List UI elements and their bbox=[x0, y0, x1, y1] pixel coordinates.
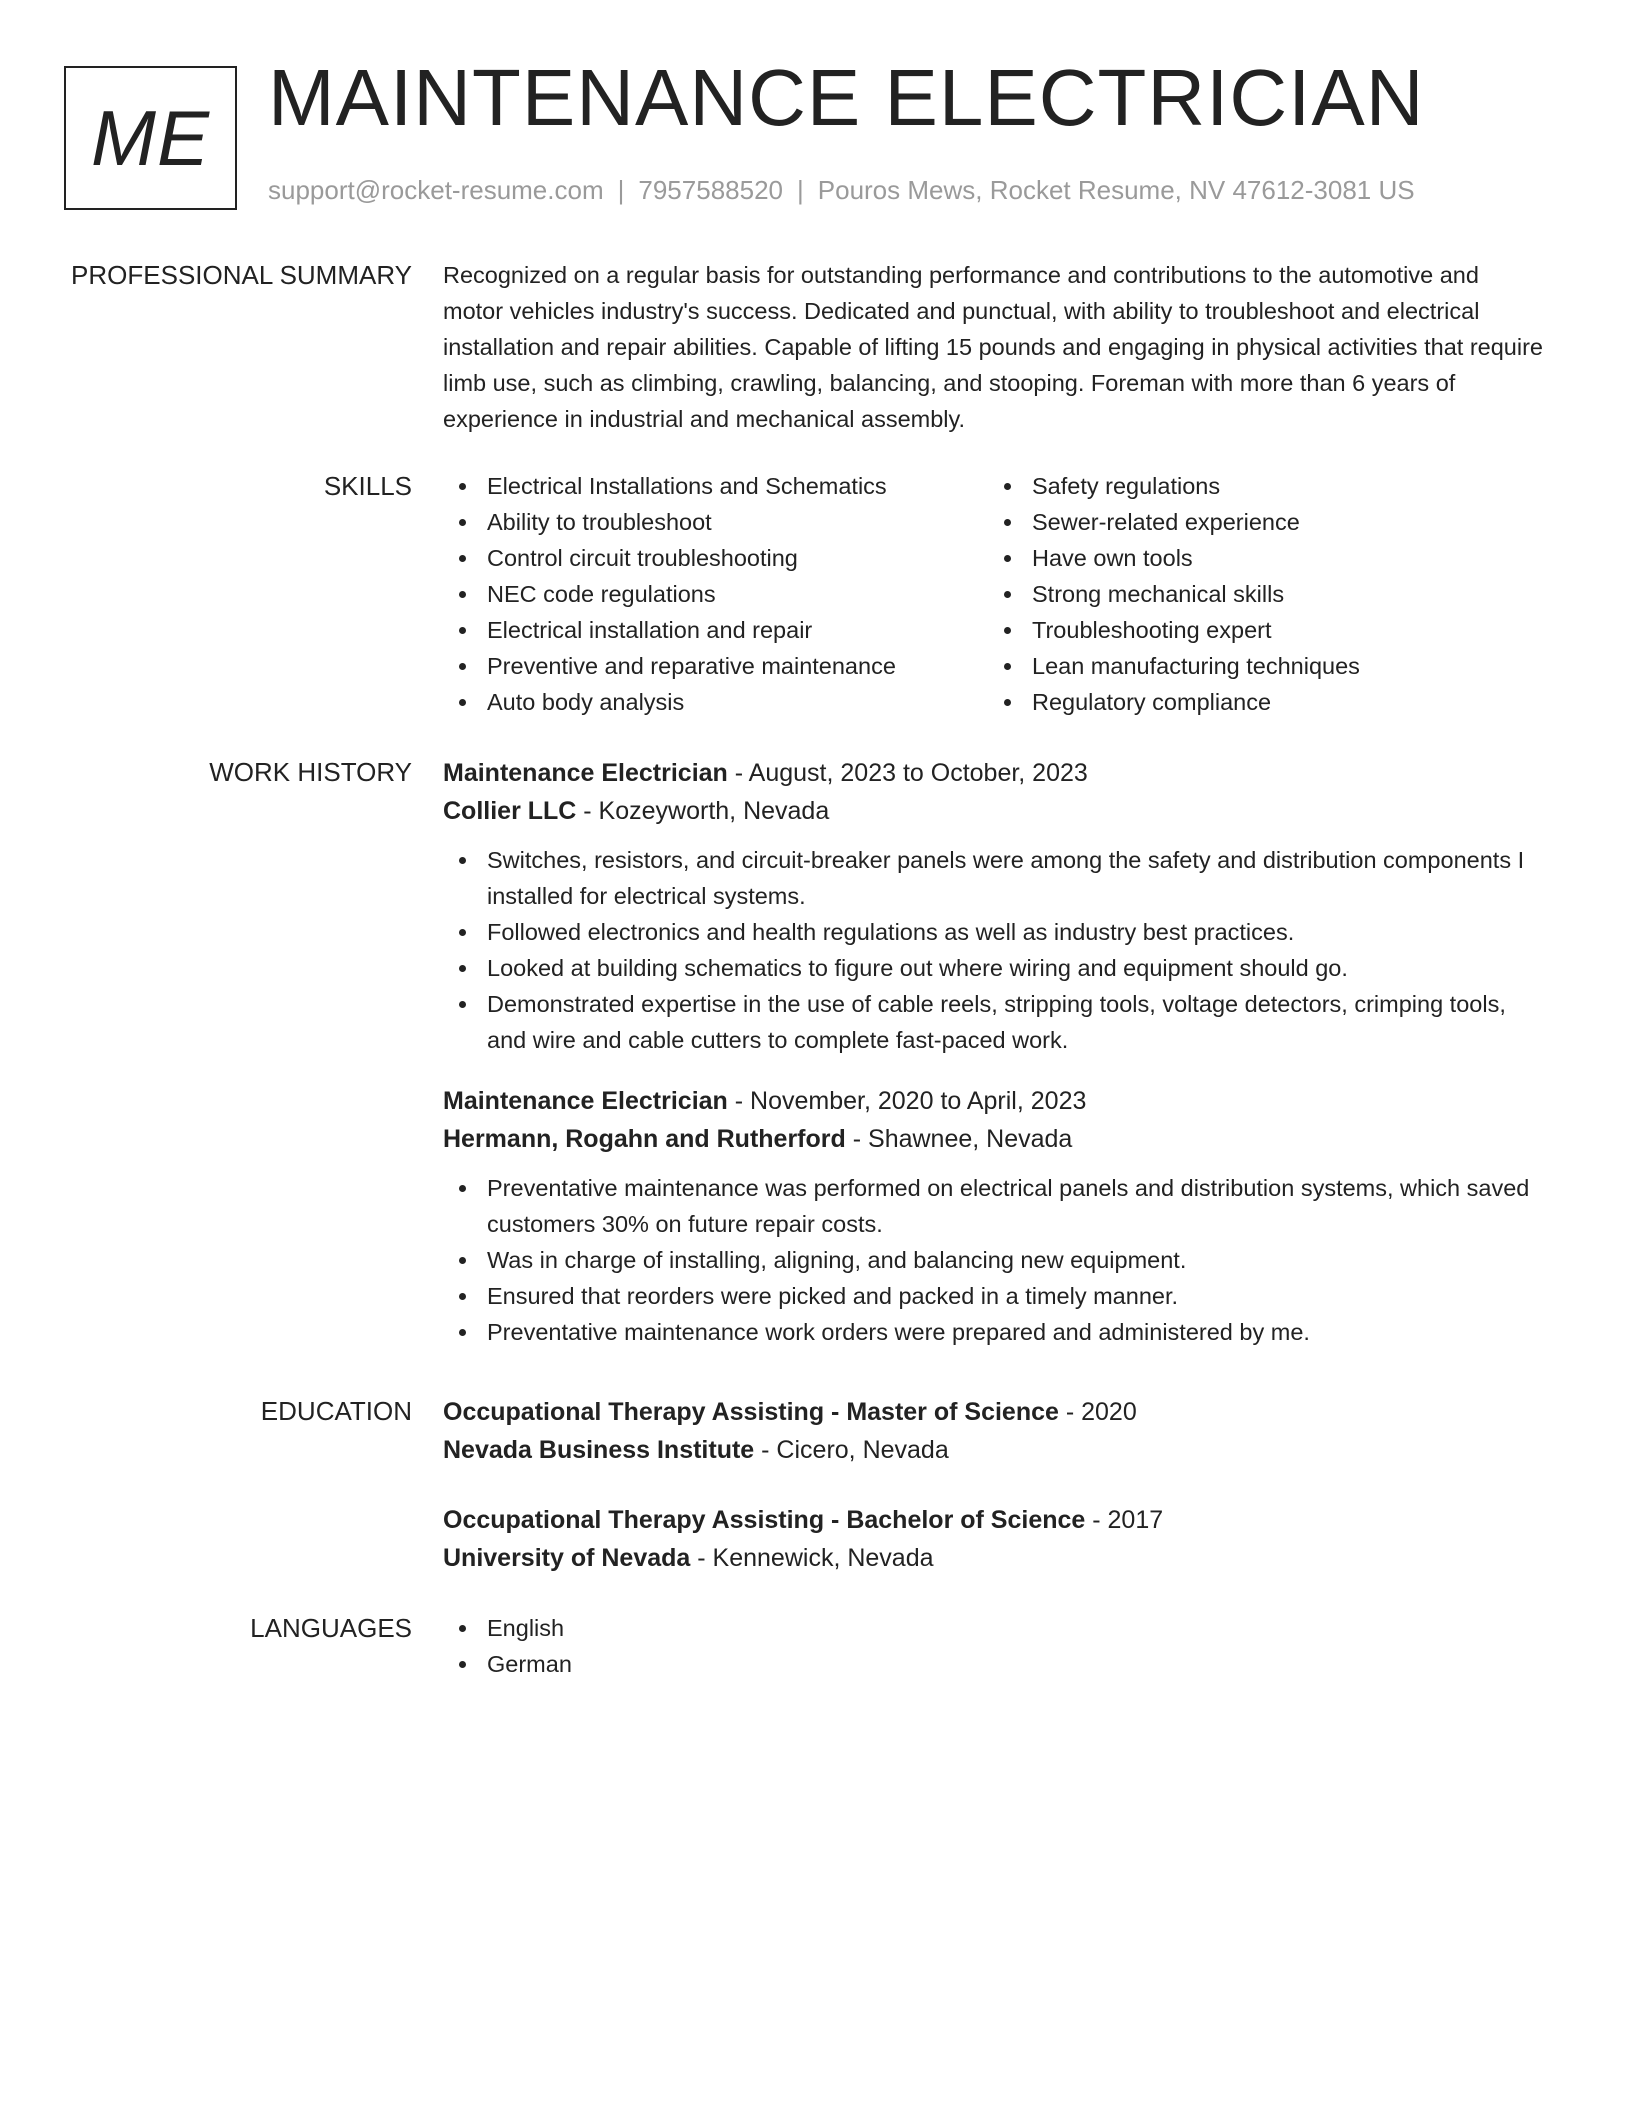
job-bullet: Preventative maintenance was performed on electrical panels and distribution systems, which saved customers 30% on future repair costs. bbox=[443, 1170, 1543, 1242]
degree-name: Occupational Therapy Assisting - Master of Science bbox=[443, 1398, 1059, 1426]
skill-item: Preventive and reparative maintenance bbox=[443, 648, 988, 684]
job-bullet: Followed electronics and health regulations as well as industry best practices. bbox=[443, 914, 1543, 950]
skill-item: Auto body analysis bbox=[443, 684, 988, 720]
bullet-icon bbox=[459, 519, 466, 526]
school-location: - Cicero, Nevada bbox=[754, 1436, 949, 1464]
resume-header bbox=[0, 0, 1632, 240]
bullet-icon bbox=[1004, 627, 1011, 634]
language-item: German bbox=[443, 1646, 1543, 1682]
bullet-icon bbox=[459, 857, 466, 864]
job-entry bbox=[443, 1082, 1543, 1350]
contact-address: Pouros Mews, Rocket Resume, NV 47612-3081 US bbox=[817, 175, 1415, 205]
job-bullet: Switches, resistors, and circuit-breaker panels were among the safety and distribution components I installed for electrical systems. bbox=[443, 842, 1543, 914]
skill-item: Electrical installation and repair bbox=[443, 612, 988, 648]
bullet-icon bbox=[459, 1625, 466, 1632]
job-title: Maintenance Electrician bbox=[443, 1087, 728, 1115]
summary-text: Recognized on a regular basis for outstanding performance and contributions to the automotive and motor vehicles industry's success. Dedicated and punctual, with ability to troubleshoot and electrical installation and repair abilities. Capable of lifting 15 pounds and engaging in physical activities that require limb use, such as climbing, crawling, balancing, and stooping. Foreman with more than 6 years of experience in industrial and mechanical assembly. bbox=[443, 262, 1543, 432]
job-dates: - November, 2020 to April, 2023 bbox=[727, 1087, 1087, 1115]
education-entry bbox=[443, 1501, 1543, 1577]
bullet-icon bbox=[459, 663, 466, 670]
job-dates: - August, 2023 to October, 2023 bbox=[727, 759, 1088, 787]
language-item: English bbox=[443, 1610, 1543, 1646]
degree-name: Occupational Therapy Assisting - Bachelor of Science bbox=[443, 1506, 1086, 1534]
bullet-icon bbox=[459, 1293, 466, 1300]
bullet-icon bbox=[459, 1661, 466, 1668]
summary-label: PROFESSIONAL SUMMARY bbox=[71, 260, 412, 290]
skill-item: NEC code regulations bbox=[443, 576, 988, 612]
job-location: - Shawnee, Nevada bbox=[845, 1125, 1073, 1153]
school-line bbox=[443, 1539, 1543, 1577]
job-bullet: Was in charge of installing, aligning, and balancing new equipment. bbox=[443, 1242, 1543, 1278]
degree-line bbox=[443, 1501, 1543, 1539]
job-bullet: Preventative maintenance work orders were prepared and administered by me. bbox=[443, 1314, 1543, 1350]
skills-list-left bbox=[443, 468, 988, 720]
bullet-icon bbox=[459, 591, 466, 598]
skills-label: SKILLS bbox=[323, 471, 412, 501]
skill-item: Safety regulations bbox=[988, 468, 1533, 504]
job-bullet: Ensured that reorders were picked and packed in a timely manner. bbox=[443, 1278, 1543, 1314]
job-bullets bbox=[443, 1170, 1543, 1350]
skill-item: Strong mechanical skills bbox=[988, 576, 1533, 612]
monogram-logo: ME bbox=[64, 66, 237, 210]
skill-item: Troubleshooting expert bbox=[988, 612, 1533, 648]
bullet-icon bbox=[459, 483, 466, 490]
contact-separator: | bbox=[797, 175, 804, 205]
job-title: Maintenance Electrician bbox=[443, 759, 728, 787]
education-entry bbox=[443, 1393, 1543, 1469]
bullet-icon bbox=[459, 699, 466, 706]
contact-phone[interactable]: 7957588520 bbox=[638, 175, 783, 205]
bullet-icon bbox=[1004, 483, 1011, 490]
bullet-icon bbox=[459, 1329, 466, 1336]
bullet-icon bbox=[459, 1185, 466, 1192]
bullet-icon bbox=[459, 555, 466, 562]
bullet-icon bbox=[459, 627, 466, 634]
degree-year: - 2020 bbox=[1058, 1398, 1137, 1426]
bullet-icon bbox=[1004, 555, 1011, 562]
skill-item: Sewer-related experience bbox=[988, 504, 1533, 540]
school-name: Nevada Business Institute bbox=[443, 1436, 755, 1464]
job-entry bbox=[443, 754, 1543, 1058]
job-location: - Kozeyworth, Nevada bbox=[576, 797, 830, 825]
skill-item: Electrical Installations and Schematics bbox=[443, 468, 988, 504]
degree-line bbox=[443, 1393, 1543, 1431]
bullet-icon bbox=[1004, 591, 1011, 598]
skill-item: Regulatory compliance bbox=[988, 684, 1533, 720]
work-history-label: WORK HISTORY bbox=[209, 757, 412, 787]
languages-list bbox=[443, 1610, 1543, 1682]
languages-label: LANGUAGES bbox=[250, 1613, 412, 1643]
contact-email[interactable]: support@rocket-resume.com bbox=[268, 175, 604, 205]
skills-list-right bbox=[988, 468, 1533, 720]
job-bullets bbox=[443, 842, 1543, 1058]
job-title-line bbox=[443, 1082, 1543, 1120]
school-name: University of Nevada bbox=[443, 1544, 691, 1572]
bullet-icon bbox=[459, 1001, 466, 1008]
job-company: Collier LLC bbox=[443, 797, 577, 825]
contact-separator: | bbox=[617, 175, 625, 205]
contact-line bbox=[268, 175, 1415, 206]
degree-year: - 2017 bbox=[1085, 1506, 1164, 1534]
job-company-line bbox=[443, 1120, 1543, 1158]
skill-item: Lean manufacturing techniques bbox=[988, 648, 1533, 684]
education-label: EDUCATION bbox=[260, 1396, 412, 1426]
skill-item: Have own tools bbox=[988, 540, 1533, 576]
job-bullet: Demonstrated expertise in the use of cable reels, stripping tools, voltage detectors, crimping tools, and wire and cable cutters to complete fast-paced work. bbox=[443, 986, 1543, 1058]
job-bullet: Looked at building schematics to figure out where wiring and equipment should go. bbox=[443, 950, 1543, 986]
school-line bbox=[443, 1431, 1543, 1469]
bullet-icon bbox=[459, 1257, 466, 1264]
bullet-icon bbox=[1004, 699, 1011, 706]
job-company: Hermann, Rogahn and Rutherford bbox=[443, 1125, 846, 1153]
job-title-line bbox=[443, 754, 1543, 792]
school-location: - Kennewick, Nevada bbox=[690, 1544, 934, 1572]
skill-item: Control circuit troubleshooting bbox=[443, 540, 988, 576]
bullet-icon bbox=[459, 929, 466, 936]
bullet-icon bbox=[1004, 519, 1011, 526]
skill-item: Ability to troubleshoot bbox=[443, 504, 988, 540]
job-company-line bbox=[443, 792, 1543, 830]
bullet-icon bbox=[459, 965, 466, 972]
bullet-icon bbox=[1004, 663, 1011, 670]
resume-title: MAINTENANCE ELECTRICIAN bbox=[268, 53, 1425, 142]
